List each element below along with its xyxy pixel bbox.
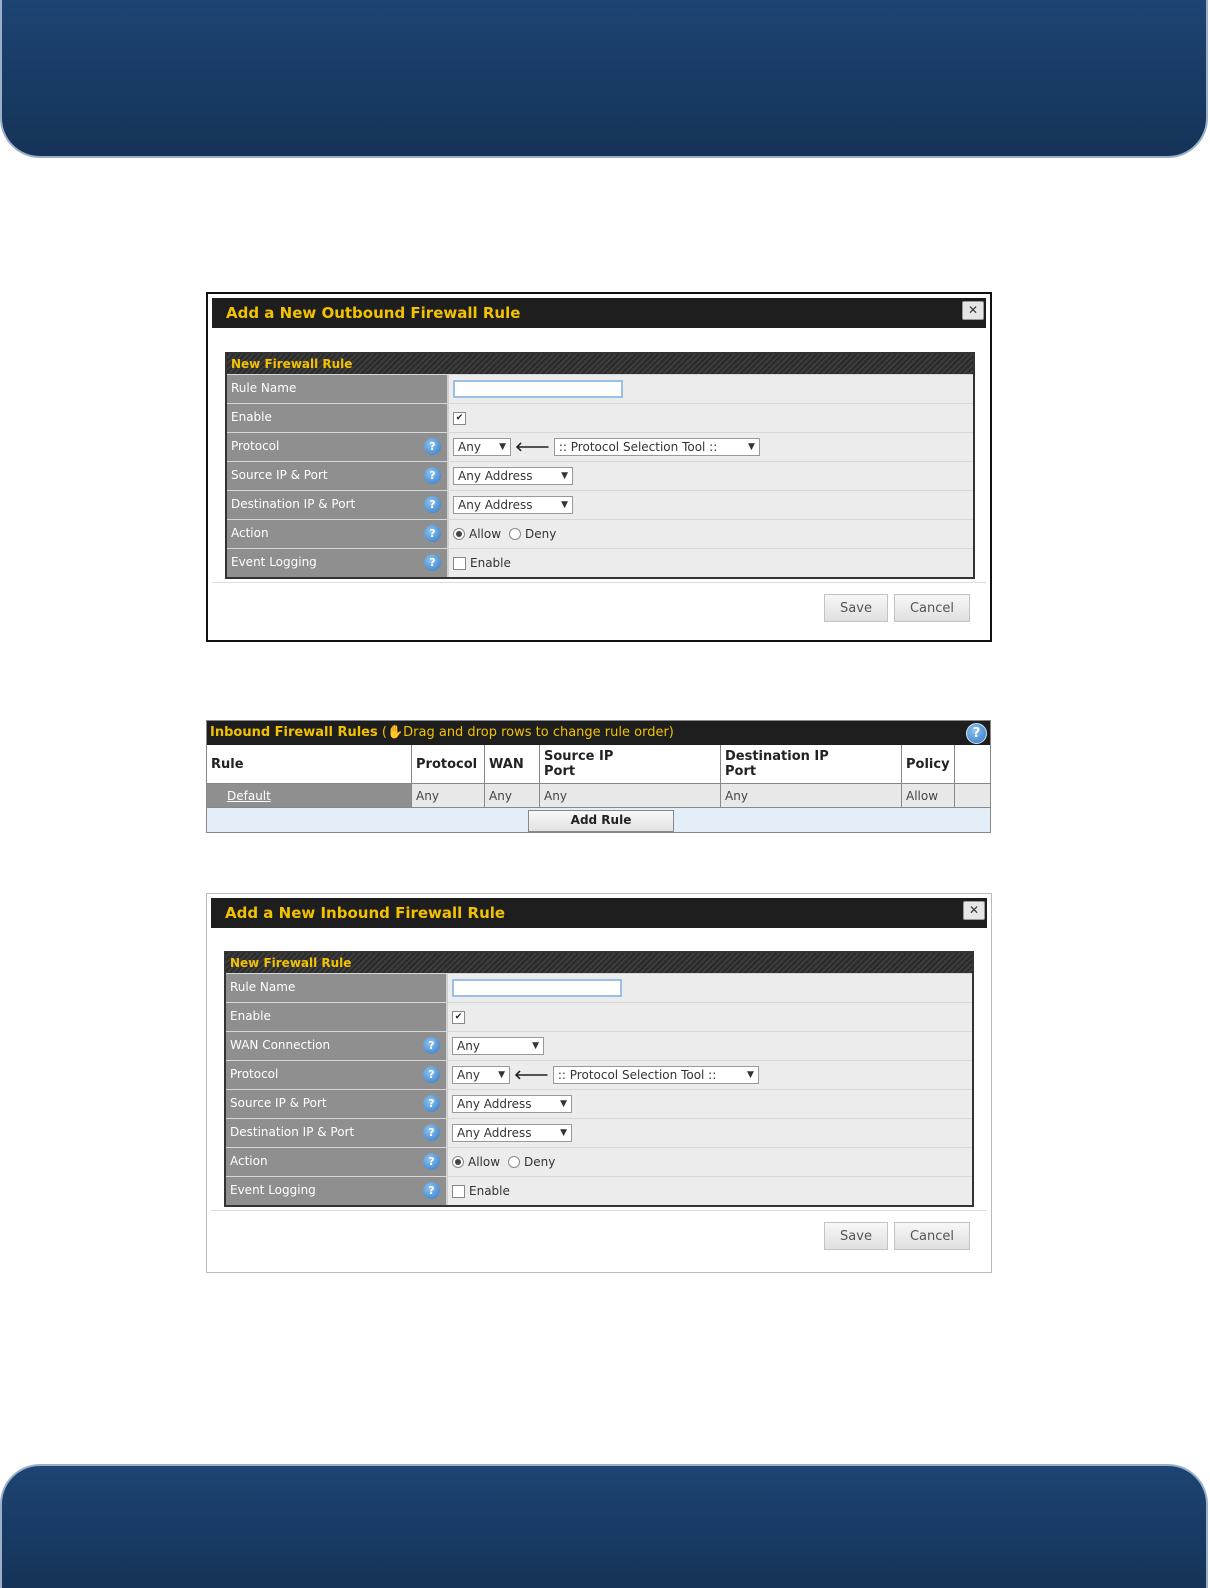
- label-protocol: Protocol: [231, 439, 280, 453]
- label-rule-name: Rule Name: [226, 974, 448, 1002]
- dialog-title: Add a New Outbound Firewall Rule: [212, 298, 986, 328]
- close-icon[interactable]: ✕: [963, 901, 985, 920]
- arrow-left-icon: 🡐: [515, 440, 550, 455]
- row-wan-connection: [226, 1031, 972, 1060]
- row-action: [226, 1147, 972, 1176]
- inbound-rules-header: Inbound Firewall Rules (✋Drag and drop rows to change rule order) ?: [207, 721, 990, 745]
- hand-icon: ✋: [386, 725, 404, 740]
- source-select[interactable]: Any Address ▼: [453, 467, 573, 485]
- save-button[interactable]: Save: [824, 594, 888, 622]
- protocol-cell: Any: [412, 784, 485, 808]
- dialog-title: Add a New Inbound Firewall Rule: [211, 898, 987, 928]
- label-source: Source IP & Port: [230, 1096, 327, 1110]
- form-section-title: New Firewall Rule: [226, 953, 972, 973]
- wan-cell: Any: [485, 784, 540, 808]
- deny-label: Deny: [524, 1155, 556, 1169]
- protocol-select[interactable]: Any ▼: [452, 1066, 510, 1084]
- help-icon[interactable]: ?: [424, 438, 441, 455]
- event-logging-label: Enable: [470, 556, 511, 570]
- help-icon[interactable]: ?: [424, 496, 441, 513]
- form-section-title: New Firewall Rule: [227, 354, 973, 374]
- col-destination: Destination IP Port: [721, 745, 902, 784]
- help-icon[interactable]: ?: [423, 1182, 440, 1199]
- protocol-select[interactable]: Any ▼: [453, 438, 511, 456]
- destination-select[interactable]: Any Address ▼: [452, 1124, 572, 1142]
- enable-checkbox[interactable]: ✔: [453, 412, 466, 425]
- help-icon[interactable]: ?: [424, 525, 441, 542]
- destination-cell: Any: [721, 784, 902, 808]
- row-protocol: [226, 1060, 972, 1089]
- enable-checkbox[interactable]: ✔: [452, 1011, 465, 1024]
- help-icon[interactable]: ?: [423, 1153, 440, 1170]
- label-destination: Destination IP & Port: [231, 497, 356, 511]
- add-rule-button[interactable]: Add Rule: [528, 810, 674, 832]
- drag-hint: Drag and drop rows to change rule order): [403, 725, 674, 740]
- label-source: Source IP & Port: [231, 468, 328, 482]
- allow-label: Allow: [469, 527, 502, 541]
- inbound-rule-dialog: [206, 893, 992, 1273]
- rule-cell: [207, 784, 412, 808]
- arrow-left-icon: 🡐: [514, 1068, 549, 1083]
- inbound-rules-panel: [206, 720, 991, 833]
- new-rule-form: [225, 352, 975, 579]
- rule-link-default[interactable]: Default: [227, 788, 271, 803]
- policy-cell: Allow: [902, 784, 955, 808]
- help-icon[interactable]: ?: [966, 723, 987, 744]
- col-wan: WAN: [485, 745, 540, 784]
- help-icon[interactable]: ?: [423, 1037, 440, 1054]
- deny-radio[interactable]: [509, 528, 521, 540]
- source-select[interactable]: Any Address ▼: [452, 1095, 572, 1113]
- event-logging-checkbox[interactable]: [452, 1185, 465, 1198]
- row-destination: [226, 1118, 972, 1147]
- divider: [212, 582, 986, 583]
- col-policy: Policy: [902, 745, 955, 784]
- table-row[interactable]: [207, 784, 990, 808]
- cancel-button[interactable]: Cancel: [894, 594, 970, 622]
- label-rule-name: Rule Name: [227, 375, 449, 403]
- col-actions: [954, 745, 990, 784]
- help-icon[interactable]: ?: [424, 554, 441, 571]
- inbound-rules-table: [207, 745, 990, 807]
- close-icon[interactable]: ✕: [962, 301, 984, 320]
- add-rule-row: [207, 807, 990, 832]
- help-icon[interactable]: ?: [424, 467, 441, 484]
- help-icon[interactable]: ?: [423, 1124, 440, 1141]
- label-enable: Enable: [227, 404, 449, 432]
- deny-radio[interactable]: [508, 1156, 520, 1168]
- row-enable: [227, 403, 973, 432]
- help-icon[interactable]: ?: [423, 1095, 440, 1112]
- protocol-tool-select[interactable]: :: Protocol Selection Tool :: ▼: [554, 438, 760, 456]
- wan-select[interactable]: Any ▼: [452, 1037, 544, 1055]
- row-event-logging: [227, 548, 973, 577]
- row-event-logging: [226, 1176, 972, 1205]
- col-source: Source IP Port: [540, 745, 721, 784]
- divider: [211, 1210, 987, 1211]
- row-source: [227, 461, 973, 490]
- allow-radio[interactable]: [453, 528, 465, 540]
- cancel-button[interactable]: Cancel: [894, 1222, 970, 1250]
- row-enable: [226, 1002, 972, 1031]
- label-destination: Destination IP & Port: [230, 1125, 355, 1139]
- col-protocol: Protocol: [412, 745, 485, 784]
- destination-select[interactable]: Any Address ▼: [453, 496, 573, 514]
- label-event-logging: Event Logging: [231, 555, 317, 569]
- event-logging-label: Enable: [469, 1184, 510, 1198]
- label-action: Action: [231, 526, 269, 540]
- row-protocol: [227, 432, 973, 461]
- col-rule: Rule: [207, 745, 412, 784]
- save-button[interactable]: Save: [824, 1222, 888, 1250]
- label-action: Action: [230, 1154, 268, 1168]
- footer-banner: [0, 1464, 1208, 1588]
- inbound-rules-title: Inbound Firewall Rules: [210, 725, 378, 740]
- new-rule-form: [224, 951, 974, 1207]
- rule-name-input[interactable]: [453, 380, 623, 398]
- rule-name-input[interactable]: [452, 979, 622, 997]
- label-protocol: Protocol: [230, 1067, 279, 1081]
- row-rule-name: [226, 973, 972, 1002]
- label-wan-connection: WAN Connection: [230, 1038, 331, 1052]
- help-icon[interactable]: ?: [423, 1066, 440, 1083]
- label-event-logging: Event Logging: [230, 1183, 316, 1197]
- allow-radio[interactable]: [452, 1156, 464, 1168]
- allow-label: Allow: [468, 1155, 501, 1169]
- header-banner: [0, 0, 1208, 158]
- deny-label: Deny: [525, 527, 557, 541]
- row-destination: [227, 490, 973, 519]
- source-cell: Any: [540, 784, 721, 808]
- row-action: [227, 519, 973, 548]
- protocol-tool-select[interactable]: :: Protocol Selection Tool :: ▼: [553, 1066, 759, 1084]
- event-logging-checkbox[interactable]: [453, 557, 466, 570]
- outbound-rule-dialog: [206, 292, 992, 642]
- row-rule-name: [227, 374, 973, 403]
- actions-cell: [954, 784, 990, 808]
- label-enable: Enable: [226, 1003, 448, 1031]
- row-source: [226, 1089, 972, 1118]
